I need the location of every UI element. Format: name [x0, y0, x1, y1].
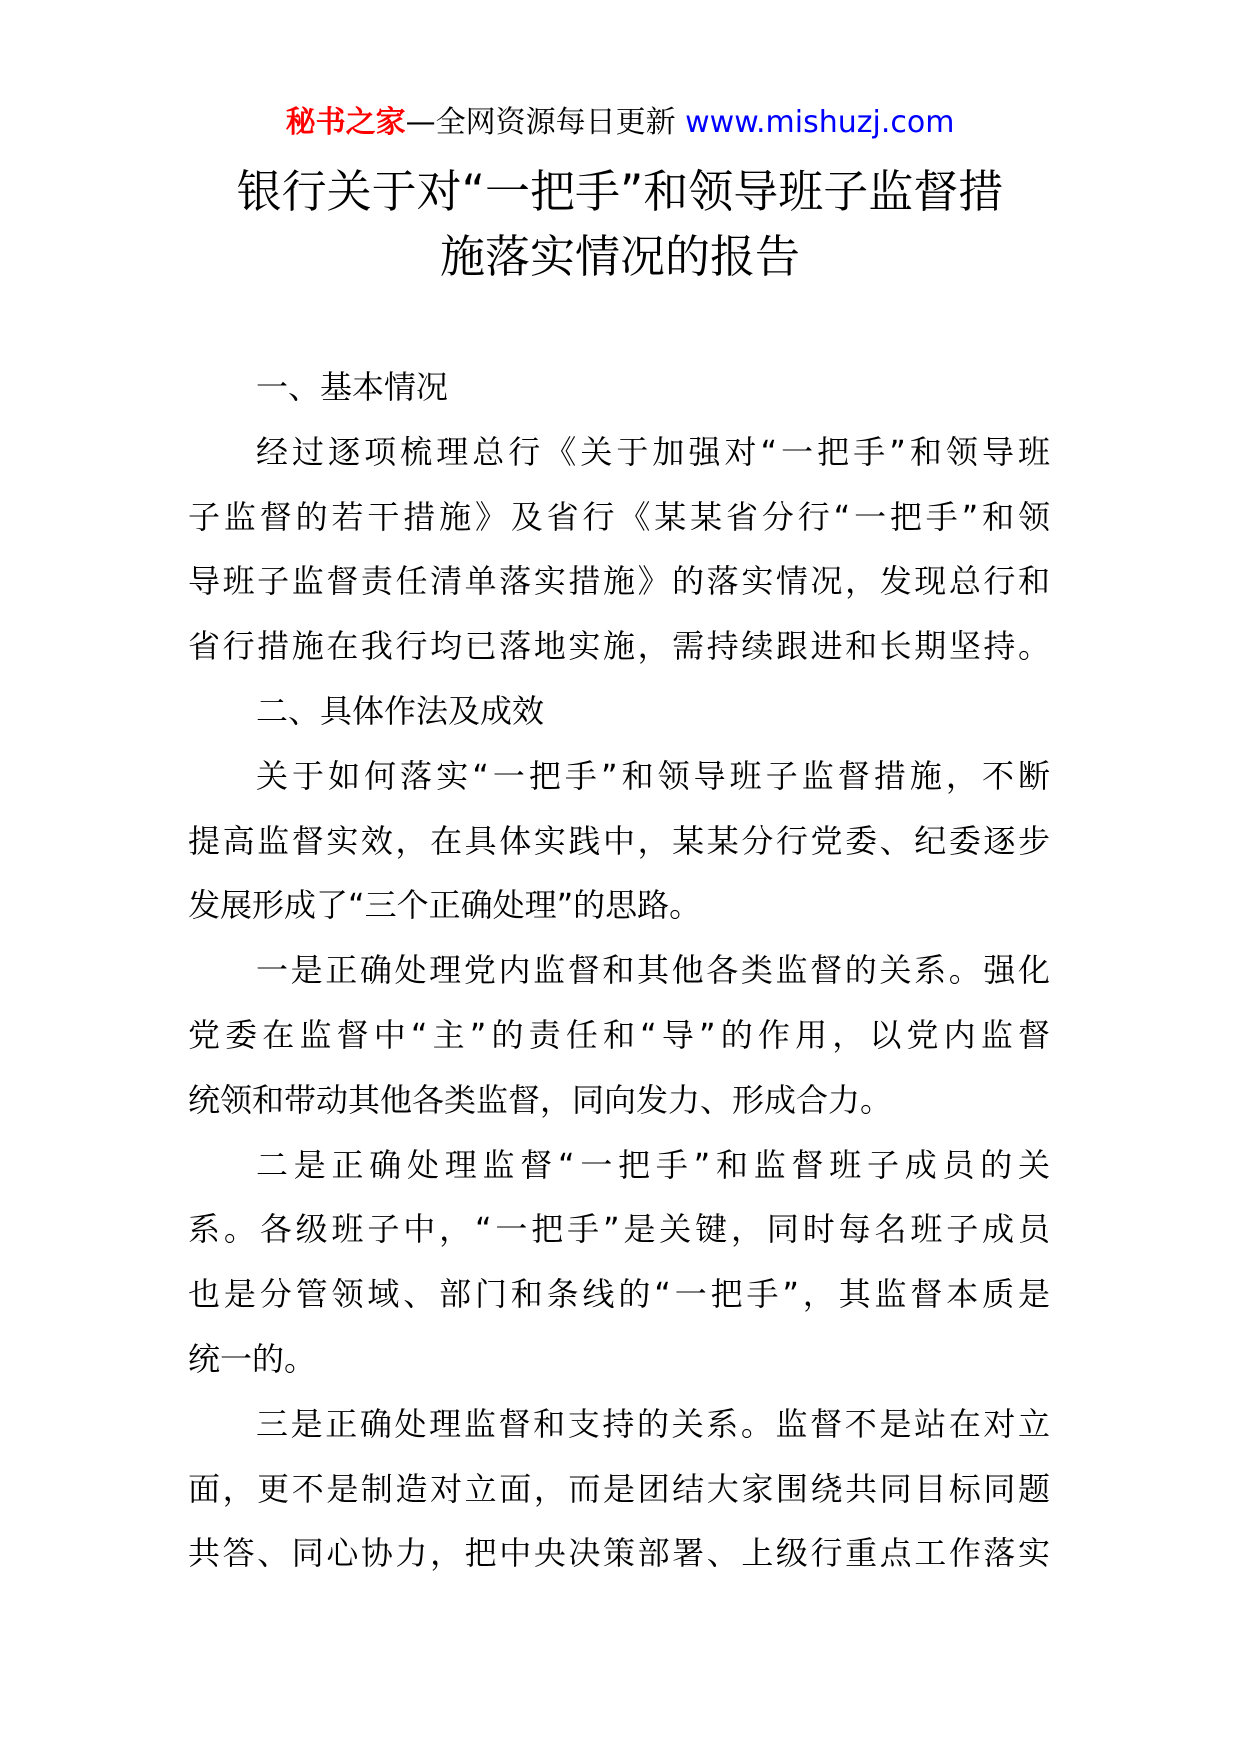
body-text-line: 二是正确处理监督“一把手”和监督班子成员的关	[256, 1145, 1050, 1184]
body-text-line: 省行措施在我行均已落地实施，需持续跟进和长期坚持。	[188, 627, 1050, 666]
body-text-line: 面，更不是制造对立面，而是团结大家围绕共同目标同题	[188, 1469, 1050, 1508]
body-text-line: 一、基本情况	[256, 368, 449, 406]
banner-url[interactable]: www.mishuzj.com	[685, 105, 955, 140]
body-text-line: 统领和带动其他各类监督，同向发力、形成合力。	[188, 1080, 893, 1119]
body-text-line: 子监督的若干措施》及省行《某某省分行“一把手”和领	[188, 497, 1050, 536]
body-text-line: 也是分管领域、部门和条线的“一把手”，其监督本质是	[188, 1275, 1050, 1314]
document-title-line-1: 银行关于对“一把手”和领导班子监督措	[236, 165, 1004, 218]
body-text-line: 提高监督实效，在具体实践中，某某分行党委、纪委逐步	[188, 821, 1050, 860]
body-text-line: 关于如何落实“一把手”和领导班子监督措施，不断	[256, 756, 1050, 795]
body-text-line: 党委在监督中“主”的责任和“导”的作用，以党内监督	[188, 1015, 1050, 1054]
body-text-line: 导班子监督责任清单落实措施》的落实情况，发现总行和	[188, 562, 1050, 601]
body-text-line: 统一的。	[188, 1339, 317, 1378]
body-text-line: 一是正确处理党内监督和其他各类监督的关系。强化	[256, 951, 1050, 990]
body-text-line: 二、具体作法及成效	[256, 691, 545, 730]
body-text-line: 共答、同心协力，把中央决策部署、上级行重点工作落实	[188, 1534, 1050, 1573]
document-title-line-2: 施落实情况的报告	[439, 230, 800, 283]
banner-brand: 秘书之家	[285, 105, 406, 140]
body-text-line: 三是正确处理监督和支持的关系。监督不是站在对立	[256, 1404, 1050, 1443]
body-text-line: 发展形成了“三个正确处理”的思路。	[188, 886, 702, 925]
site-banner	[0, 103, 1240, 143]
banner-tagline: —全网资源每日更新	[405, 105, 686, 140]
document-body	[188, 355, 1050, 1586]
body-text-line: 系。各级班子中，“一把手”是关键，同时每名班子成员	[188, 1210, 1050, 1249]
body-text-line: 经过逐项梳理总行《关于加强对“一把手”和领导班	[256, 432, 1050, 471]
